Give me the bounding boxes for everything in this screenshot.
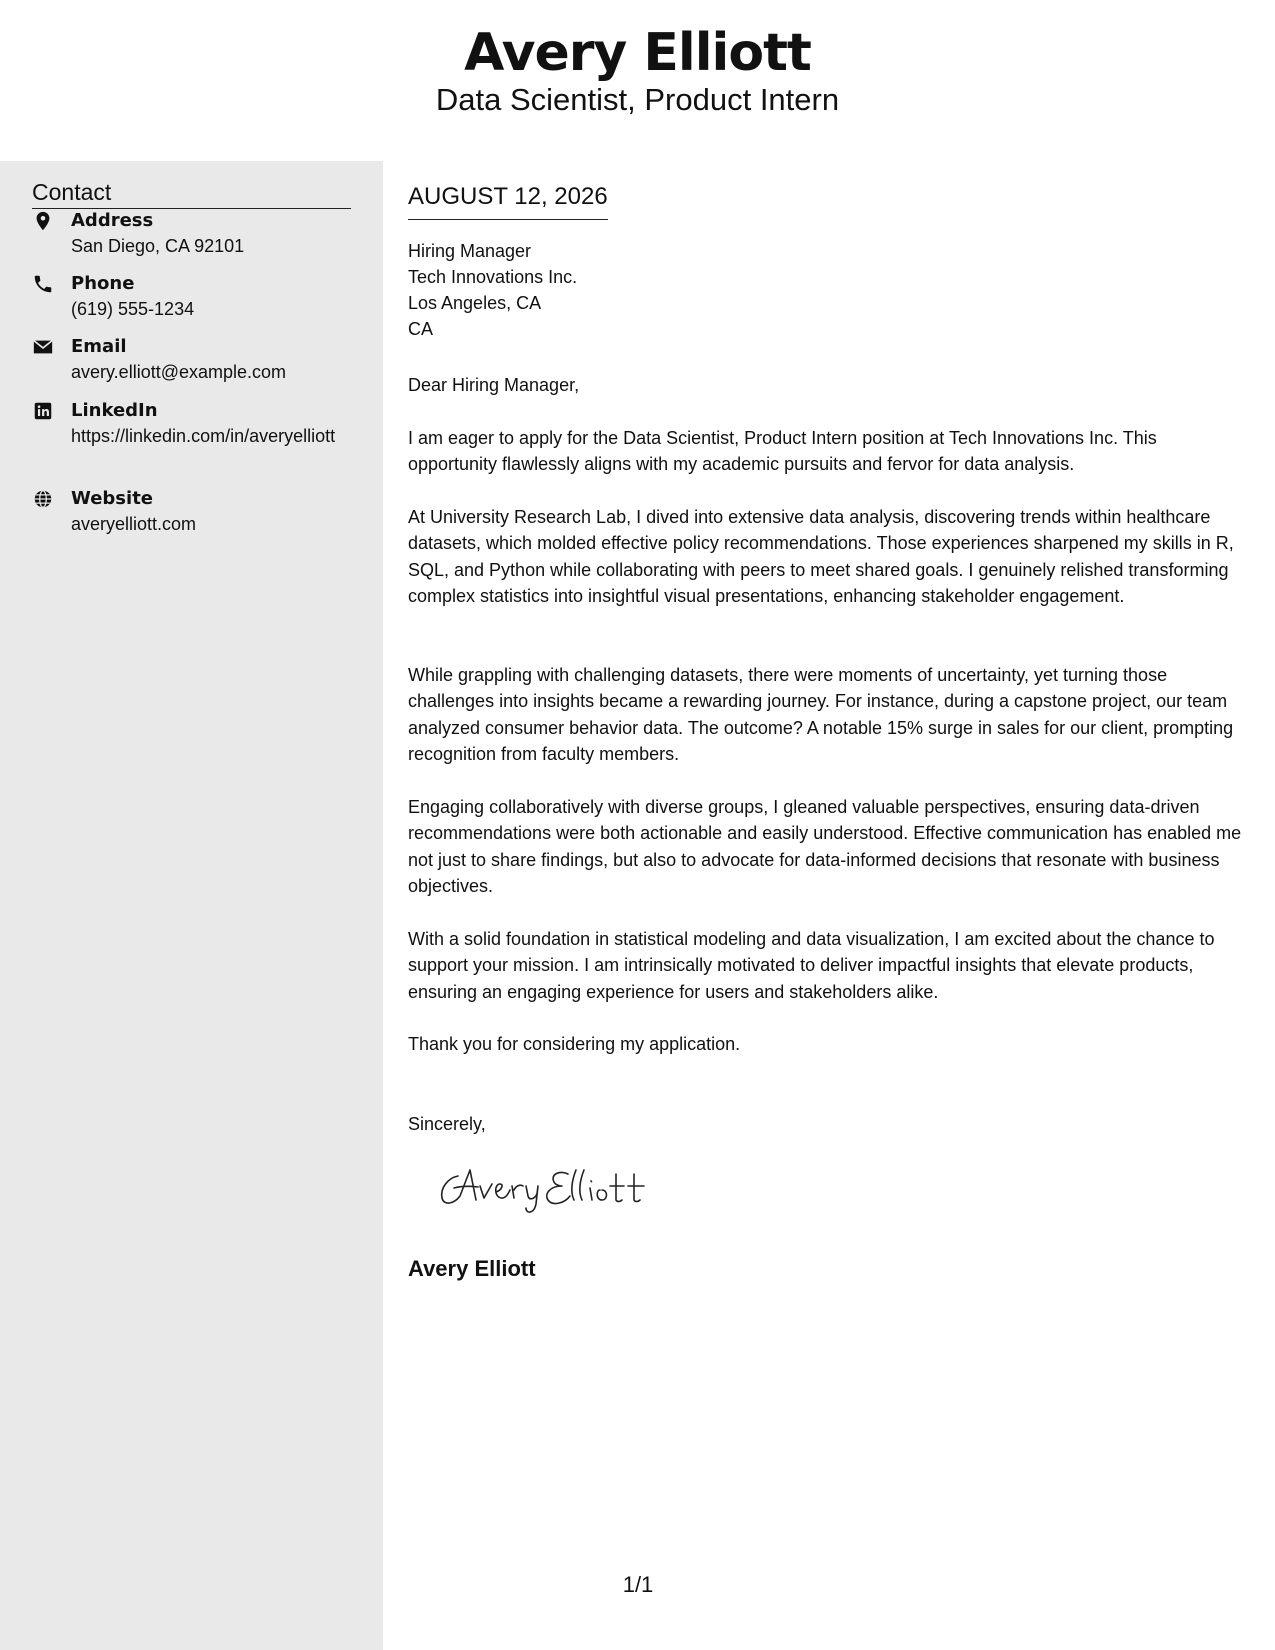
address-value: San Diego, CA 92101: [71, 236, 245, 256]
contact-sidebar: [0, 161, 383, 1650]
body-paragraph: I am eager to apply for the Data Scientist, Product Intern position at Tech Innovations Inc. This opportunity flawlessly aligns with my academic pursuits and fervor for data analysis.: [408, 428, 1157, 475]
letter-header: [0, 0, 1275, 160]
body-paragraph: Engaging collaboratively with diverse groups, I gleaned valuable perspectives, ensuring data-driven recommendations were both actionable and easily understood. Effective communication has enabled me not just to share findings, but also to advocate for data-informed decisions that resonate with business objectives.: [408, 797, 1242, 897]
recipient-block: [408, 238, 577, 342]
applicant-name: Avery Elliott: [464, 23, 811, 83]
globe-icon: [32, 488, 54, 510]
applicant-role: Data Scientist, Product Intern: [435, 82, 840, 117]
body-paragraph: While grappling with challenging datasets, there were moments of uncertainty, yet turning those challenges into insights became a rewarding journey. For instance, during a capstone project, our team analyzed consumer behavior data. The outcome? A notable 15% surge in sales for our client, prompting recognition from faculty members.: [408, 665, 1234, 765]
recipient-line: Los Angeles, CA: [408, 293, 542, 313]
salutation: Dear Hiring Manager,: [408, 375, 580, 395]
phone-label: Phone: [71, 273, 135, 294]
map-pin-icon: [32, 210, 54, 232]
handwritten-signature: [430, 1156, 660, 1216]
letter-date: AUGUST 12, 2026: [408, 181, 608, 220]
body-paragraph: At University Research Lab, I dived into extensive data analysis, discovering trends within healthcare datasets, which molded effective policy recommendations. Those experiences sharpened my skills in R, SQL, and Python while collaborating with peers to meet shared goals. I genuinely relished transforming complex statistics into insightful visual presentations, enhancing stakeholder engagement.: [408, 507, 1234, 607]
recipient-line: Tech Innovations Inc.: [408, 267, 578, 287]
contact-title: Contact: [32, 177, 351, 209]
closing: Sincerely,: [408, 1114, 486, 1134]
body-paragraph: Thank you for considering my application.: [408, 1034, 741, 1054]
email-value: avery.elliott@example.com: [71, 362, 287, 382]
printed-name: Avery Elliott: [408, 1256, 536, 1281]
linkedin-label: LinkedIn: [71, 400, 158, 421]
email-label: Email: [71, 336, 127, 357]
linkedin-icon: [32, 400, 54, 422]
recipient-line: Hiring Manager: [408, 241, 532, 261]
website-link[interactable]: averyelliott.com: [71, 514, 197, 534]
phone-value: (619) 555-1234: [71, 299, 195, 319]
recipient-line: CA: [408, 319, 434, 339]
phone-icon: [32, 273, 54, 295]
linkedin-link[interactable]: https://linkedin.com/in/averyelliott: [71, 426, 336, 446]
address-label: Address: [71, 210, 154, 231]
body-paragraph: With a solid foundation in statistical modeling and data visualization, I am excited about the chance to support your mission. I am intrinsically motivated to deliver impactful insights that elevate products, ensuring an engaging experience for users and stakeholders alike.: [408, 929, 1215, 1002]
envelope-icon: [32, 336, 54, 358]
website-label: Website: [71, 488, 154, 509]
page-number: 1/1: [622, 1572, 654, 1597]
